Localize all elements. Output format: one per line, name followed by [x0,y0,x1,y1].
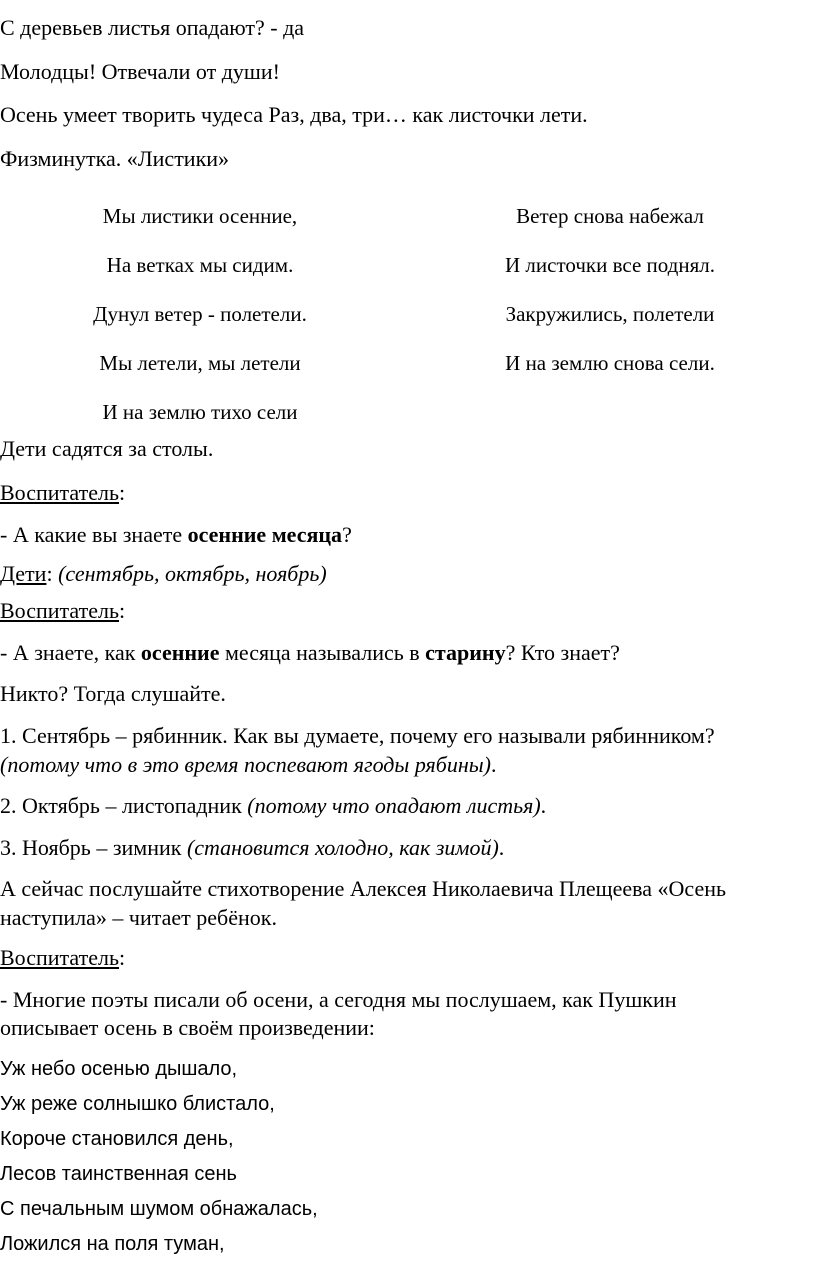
poem-line: Ложился на поля туман, [0,1233,225,1255]
month-1-line: 1. Сентябрь – рябинник. Как вы думаете, почему его называли рябинником? [0,723,715,748]
teacher-label [0,945,125,971]
month-3-line [0,835,504,861]
text: ? [342,522,352,547]
speaker-name: Воспитатель [0,945,120,970]
intro-line-3: Осень умеет творить чудеса Раз, два, три… как листочки лети. [0,102,588,127]
speaker-name: Воспитатель [0,480,120,505]
poets-line-2: описывает осень в своём произведении: [0,1015,375,1040]
teacher-label [0,598,125,624]
poem-left-column [50,192,350,437]
poem-line: И на землю тихо сели [102,400,298,424]
colon: : [46,561,53,586]
listen-line-2: наступила» – читает ребёнок. [0,905,277,930]
poem-line: И на землю снова сели. [505,351,715,375]
italic-reason: (потому что в это время поспевают ягоды рябины) [0,752,491,777]
poem-line: На ветках мы сидим. [106,253,294,277]
question-old-names [0,640,620,666]
colon: : [119,480,126,505]
poem-line: Короче становился день, [0,1128,234,1150]
italic-reason: (потому что опадают листья) [247,793,541,818]
bold-text: старину [425,640,506,665]
nobody-line: Никто? Тогда слушайте. [0,681,226,706]
text: месяца назывались в [219,640,426,665]
italic-answer: (сентябрь, октябрь, ноябрь) [58,561,327,586]
dot: . [490,752,497,777]
colon: : [119,945,126,970]
poem-line: Дунул ветер - полетели. [93,302,307,326]
children-answer-line [0,561,327,587]
speaker-name: Воспитатель [0,598,120,623]
poem-line: Лесов таинственная сень [0,1163,237,1185]
poem-line: Уж реже солнышко блистало, [0,1093,275,1115]
poem-line: Уж небо осенью дышало, [0,1058,238,1080]
poem-line: Мы листики осенние, [102,204,298,228]
speaker-name: Дети [0,561,47,586]
intro-line-1: С деревьев листья опадают? - да [0,15,305,40]
dot: . [540,793,547,818]
colon: : [119,598,126,623]
children-sit-line: Дети садятся за столы. [0,436,214,461]
poem-line: Ветер снова набежал [516,204,704,228]
intro-line-2: Молодцы! Отвечали от души! [0,59,280,84]
text: - А знаете, как [0,640,141,665]
poem-line: С печальным шумом обнажалась, [0,1198,318,1220]
teacher-label [0,480,125,506]
poem-line: И листочки все поднял. [505,253,715,277]
question-autumn-months [0,522,352,548]
poem-line: Мы летели, мы летели [99,351,301,375]
text: 2. Октябрь – листопадник [0,793,248,818]
poem-line: Закружились, полетели [505,302,715,326]
poets-line-1: - Многие поэты писали об осени, а сегодня мы послушаем, как Пушкин [0,987,677,1012]
month-1-reason [0,752,496,778]
text: 3. Ноябрь – зимник [0,835,187,860]
text: ? Кто знает? [505,640,620,665]
poem-right-column [460,192,760,388]
listen-line-1: А сейчас послушайте стихотворение Алексея Николаевича Плещеева «Осень [0,876,727,901]
dot: . [498,835,505,860]
fizminutka-title: Физминутка. «Листики» [0,146,230,171]
bold-text: осенние [140,640,220,665]
month-2-line [0,793,546,819]
bold-text: осенние месяца [187,522,343,547]
pushkin-poem [0,1052,318,1262]
italic-reason: (становится холодно, как зимой) [186,835,499,860]
text: - А какие вы знаете [0,522,188,547]
